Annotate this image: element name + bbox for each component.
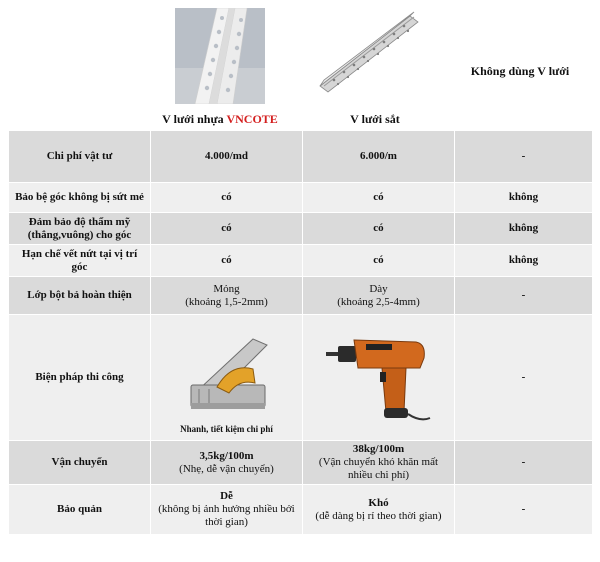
cell-plastic [151, 441, 303, 485]
cell-none: - [455, 277, 593, 315]
row-label: Vận chuyển [9, 441, 151, 485]
header-no-v-mesh: Không dùng V lưới [470, 64, 570, 78]
row-label: Đảm bảo độ thẩm mỹ (thẳng,vuông) cho góc [9, 213, 151, 245]
table-row [9, 315, 593, 441]
cell-main: 3,5kg/100m [199, 449, 254, 462]
cell-steel [303, 441, 455, 485]
header-row [0, 0, 600, 130]
cell-plastic [151, 315, 303, 441]
cell-steel: có [303, 183, 455, 213]
cell-main: Dày [369, 282, 388, 295]
cell-plastic: có [151, 213, 303, 245]
cell-none: - [455, 441, 593, 485]
row-label: Lớp bột bả hoàn thiện [9, 277, 151, 315]
cell-sub: (không bị ảnh hưởng nhiều bởi thời gian) [158, 503, 295, 528]
plastic-corner-bead-image [175, 8, 265, 104]
cell-sub: (khoảng 2,5-4mm) [337, 295, 420, 308]
row-label: Chi phí vật tư [9, 131, 151, 183]
cell-plastic: 4.000/md [151, 131, 303, 183]
cell-sub: (khoảng 1,5-2mm) [185, 295, 268, 308]
cell-steel: 6.000/m [303, 131, 455, 183]
cell-plastic: có [151, 183, 303, 213]
table-row [9, 183, 593, 213]
cell-sub: (Nhẹ, dễ vận chuyển) [179, 462, 274, 475]
cell-none: không [455, 245, 593, 277]
brand-name: VNCOTE [226, 112, 278, 126]
cell-steel: có [303, 245, 455, 277]
cell-none: - [455, 485, 593, 535]
table-row [9, 213, 593, 245]
row-label: Bảo quản [9, 485, 151, 535]
cell-sub: (dễ dàng bị rỉ theo thời gian) [315, 509, 442, 522]
row-label: Biện pháp thi công [9, 315, 151, 441]
cell-none: - [455, 131, 593, 183]
cell-steel [303, 315, 455, 441]
cell-plastic [151, 277, 303, 315]
staple-gun-caption: Nhanh, tiết kiệm chi phí [180, 424, 273, 434]
cell-steel: có [303, 213, 455, 245]
cell-main: Mỏng [213, 282, 240, 295]
cell-none: - [455, 315, 593, 441]
cell-main: 38kg/100m [352, 443, 405, 455]
comparison-table [8, 130, 593, 535]
power-drill-image [324, 328, 434, 428]
table-row [9, 131, 593, 183]
row-label: Hạn chế vết nứt tại vị trí góc [9, 245, 151, 277]
row-label: Bảo bệ góc không bị sứt mẻ [9, 183, 151, 213]
cell-main: Khó [368, 496, 389, 509]
cell-steel [303, 485, 455, 535]
table-row [9, 485, 593, 535]
cell-steel [303, 277, 455, 315]
cell-plastic [151, 485, 303, 535]
header-plastic-v-mesh: V lưới nhựa VNCOTE [162, 112, 278, 126]
cell-main: Dễ [220, 490, 233, 502]
cell-none: không [455, 183, 593, 213]
steel-corner-bead-image [318, 10, 426, 94]
cell-plastic: có [151, 245, 303, 277]
table-row [9, 245, 593, 277]
cell-sub: (Vận chuyển khó khăn mất nhiều chi phí) [318, 456, 439, 481]
table-row [9, 441, 593, 485]
header-steel-v-mesh: V lưới sắt [350, 112, 400, 126]
cell-none: không [455, 213, 593, 245]
staple-gun-image [173, 323, 281, 419]
table-row [9, 277, 593, 315]
